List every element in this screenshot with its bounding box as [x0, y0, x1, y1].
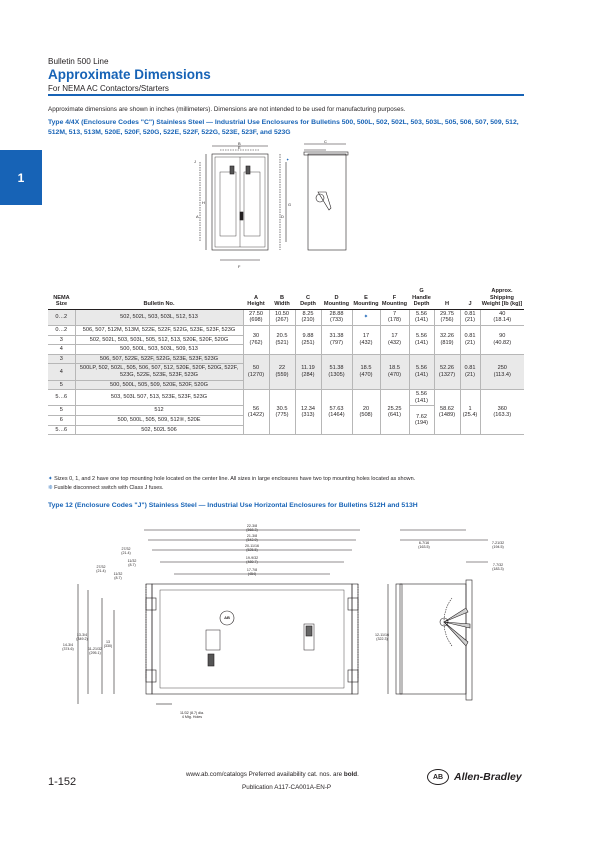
table-cell: 512	[75, 406, 243, 416]
label-a: A	[196, 214, 199, 219]
dimension-label: 21-3/8	[246, 534, 258, 538]
dimension-label: 11/32 (8.7) dia.	[180, 711, 204, 715]
table-cell: 17 (432)	[352, 325, 380, 354]
dimensions-table	[48, 287, 524, 435]
table-cell: 0.81 (21)	[460, 354, 480, 389]
table-cell: 50 (1270)	[243, 354, 269, 389]
label-g: G	[288, 202, 292, 207]
dimension-label: (374.6)	[62, 647, 74, 651]
label-c: C	[324, 139, 327, 144]
label-e: E	[238, 145, 241, 150]
table-cell: 500, 500L, 503, 503L, 509, 513	[75, 345, 243, 355]
table-cell: 502, 502L 506	[75, 425, 243, 435]
table-cell: 360 (163.3)	[480, 390, 524, 435]
table-header-row	[48, 287, 524, 309]
table-cell: 5.56 (141)	[409, 309, 434, 325]
table-cell: 4	[48, 345, 75, 355]
table-cell: 3	[48, 354, 75, 364]
footnote-1: ✦ Sizes 0, 1, and 2 have one top mounting hole located on the center line. All sizes in large enclosures have two top mounting holes located as shown.	[48, 476, 416, 482]
col-e: E Mounting	[352, 287, 380, 309]
dimension-label: 4 Mtg. Holes	[181, 715, 203, 719]
section-tab: 1	[0, 150, 42, 205]
table-row	[48, 390, 524, 406]
dimension-label: (295.1)	[89, 651, 101, 655]
page-subtitle: For NEMA AC Contactors/Starters	[48, 84, 169, 93]
dimension-label: (322.3)	[376, 637, 388, 641]
col-a: A Height	[243, 287, 269, 309]
dimension-label: (21.4)	[121, 551, 131, 555]
table-cell: 8.25 (210)	[295, 309, 321, 325]
dimension-label: 11-21/32	[88, 647, 102, 651]
col-d: D Mounting	[321, 287, 352, 309]
table-row	[48, 354, 524, 364]
col-c: C Depth	[295, 287, 321, 309]
table-cell: 90 (40.82)	[480, 325, 524, 354]
dimension-label: 14-3/4	[62, 643, 74, 647]
col-b: B Width	[269, 287, 295, 309]
table-cell: 1 (25.4)	[460, 390, 480, 435]
dimension-label: 11/32	[113, 572, 123, 576]
table-cell: 5…6	[48, 425, 75, 435]
type12-enclosure-drawing	[48, 518, 528, 724]
col-g: G Handle Depth	[409, 287, 434, 309]
star-icon: ✦	[352, 309, 380, 325]
table-cell: 7 (178)	[380, 309, 409, 325]
table-cell: 503, 503L 507, 513, 523E, 523F, 523G	[75, 390, 243, 406]
table-cell: 0.81 (21)	[460, 325, 480, 354]
table-cell: 5	[48, 406, 75, 416]
dimension-label: 7-21/32	[491, 541, 505, 545]
table-cell: 56 (1422)	[243, 390, 269, 435]
catalog-link: www.ab.com/catalogs Preferred availability cat. nos. are	[186, 771, 344, 778]
label-b: B	[238, 141, 241, 146]
table-cell: 506, 507, 512M, 513M, 522E, 522F, 522G, 523E, 523F, 523G	[75, 325, 243, 335]
table-row	[48, 309, 524, 325]
dimension-label: 27/32	[121, 547, 131, 551]
dimension-label: 22-3/8	[246, 524, 258, 528]
table-cell: 30.5 (775)	[269, 390, 295, 435]
table-cell: 20.5 (521)	[269, 325, 295, 354]
table-cell: 500LP, 502, 502L, 505, 506, 507, 512, 520E, 520F, 520G, 522F, 523G, 522E, 523E, 523F, 523G	[75, 364, 243, 380]
footer-links: www.ab.com/catalogs Preferred availability cat. nos. are bold.	[186, 771, 359, 778]
dimension-label: (21.4)	[96, 569, 106, 573]
dimension-label: (183.3)	[492, 567, 504, 571]
star-icon: ✦	[286, 157, 290, 162]
label-f: F	[238, 264, 241, 269]
col-h: H	[434, 287, 460, 309]
table-cell: 40 (18.14)	[480, 309, 524, 325]
table-cell: 5…6	[48, 390, 75, 406]
label-j: J	[194, 159, 196, 164]
brand-name: Allen-Bradley	[454, 771, 522, 783]
table-cell: 51.38 (1305)	[321, 354, 352, 389]
dimension-label: 11/32	[127, 559, 137, 563]
type4x-enclosure-drawing	[190, 138, 400, 276]
publication-number: Publication A117-CA001A-EN-P	[242, 784, 332, 791]
table-cell: 18.5 (470)	[380, 354, 409, 389]
table-cell: 30 (762)	[243, 325, 269, 354]
dimension-label: 17-7/8	[246, 568, 258, 572]
table-cell: 3	[48, 335, 75, 345]
footnote-2: ❊ Fusible disconnect switch with Class J fuses.	[48, 485, 164, 491]
table-cell: 9.88 (251)	[295, 325, 321, 354]
table-cell: 22 (559)	[269, 354, 295, 389]
table-cell: 502, 502L, 503, 503L, 512, 513	[75, 309, 243, 325]
table-cell: 4	[48, 364, 75, 380]
table-cell: 17 (432)	[380, 325, 409, 354]
dimension-label: (542.9)	[246, 538, 258, 542]
asterisk-icon: ❊	[48, 485, 53, 491]
table-cell: 506, 507, 522E, 522F, 522G, 523E, 523F, 523G	[75, 354, 243, 364]
table-row	[48, 325, 524, 335]
table-cell: 5.56 (141)	[409, 390, 434, 406]
section1-title: Type 4/4X (Enclosure Codes "C") Stainless Steel — Industrial Use Enclosures for Bulletins 500, 500L, 502, 502L, 503, 503L, 505, 506, 507, 509, 512, 512M, 513, 513M, 520E, 520F, 520G, 522E, 522F, 522G, 523E, 523F, and 523G	[48, 119, 519, 136]
table-cell: 500, 500L, 505, 509, 512❊, 520E	[75, 415, 243, 425]
dimension-label: 12-11/16	[375, 633, 389, 637]
dimension-label: (8.7)	[128, 563, 136, 567]
table-cell: 0…2	[48, 325, 75, 335]
dimension-label: (454)	[247, 572, 257, 576]
dimension-label: 13-3/4	[76, 633, 88, 637]
title-rule	[48, 94, 524, 96]
dimension-label: 20-11/16	[245, 544, 259, 548]
dimension-label: (349.2)	[76, 637, 88, 641]
table-cell: 11.19 (284)	[295, 354, 321, 389]
col-j: J	[460, 287, 480, 309]
table-cell: 5.56 (141)	[409, 354, 434, 389]
dimension-label: (489.7)	[246, 560, 258, 564]
table-cell: 7.62 (194)	[409, 406, 434, 435]
table-cell: 502, 502L, 503, 503L, 505, 512, 513, 520E, 520F, 520G	[75, 335, 243, 345]
ab-emblem: AB	[224, 615, 230, 620]
table-cell: 27.50 (698)	[243, 309, 269, 325]
dimension-label: (194.5)	[492, 545, 504, 549]
intro-text: Approximate dimensions are shown in inches (millimeters). Dimensions are not intended to be used for manufacturing purposes.	[48, 106, 406, 113]
table-cell: 250 (113.4)	[480, 354, 524, 389]
bulletin-line: Bulletin 500 Line	[48, 57, 109, 66]
table-cell: 10.50 (267)	[269, 309, 295, 325]
page-title: Approximate Dimensions	[48, 67, 211, 82]
dimension-label: (8.7)	[114, 576, 122, 580]
table-cell: 5.56 (141)	[409, 325, 434, 354]
table-cell: 5	[48, 380, 75, 390]
table-cell: 31.38 (797)	[321, 325, 352, 354]
table-cell: 29.75 (756)	[434, 309, 460, 325]
table-cell: 20 (508)	[352, 390, 380, 435]
dimension-label: 13	[106, 640, 110, 644]
table-cell: 6	[48, 415, 75, 425]
table-cell: 0.81 (21)	[460, 309, 480, 325]
table-cell: 52.26 (1327)	[434, 354, 460, 389]
table-cell: 12.34 (313)	[295, 390, 321, 435]
dimension-label: (568.3)	[246, 528, 258, 532]
table-cell: 28.88 (733)	[321, 309, 352, 325]
col-nema: NEMA Size	[48, 287, 75, 309]
table-cell: 58.62 (1489)	[434, 390, 460, 435]
allen-bradley-logo-icon: AB	[427, 769, 449, 785]
table-cell: 500, 500L, 505, 509, 520E, 520F, 520G	[75, 380, 243, 390]
dimension-label: (525.5)	[246, 548, 258, 552]
dimension-label: (163.5)	[418, 545, 430, 549]
table-cell: 18.5 (470)	[352, 354, 380, 389]
dimension-label: 27/32	[96, 565, 106, 569]
star-icon: ✦	[48, 476, 53, 482]
col-f: F Mounting	[380, 287, 409, 309]
dimension-label: (330)	[103, 644, 113, 648]
table-cell: 0…2	[48, 309, 75, 325]
table-cell: 57.63 (1464)	[321, 390, 352, 435]
col-weight: Approx. Shipping Weight [lb (kg)]	[480, 287, 524, 309]
dimension-label: 19-9/32	[245, 556, 259, 560]
table-cell: 32.26 (819)	[434, 325, 460, 354]
label-h: H	[202, 200, 205, 205]
col-bulletin: Bulletin No.	[75, 287, 243, 309]
dimension-label: 6-7/16	[418, 541, 430, 545]
dimension-label: 7-7/32	[492, 563, 504, 567]
section2-title: Type 12 (Enclosure Codes "J") Stainless Steel — Industrial Use Horizontal Enclosures for Bulletins 512H and 513H	[48, 502, 418, 509]
label-d: D	[281, 214, 284, 219]
table-cell: 25.25 (641)	[380, 390, 409, 435]
page-number: 1-152	[48, 776, 77, 788]
